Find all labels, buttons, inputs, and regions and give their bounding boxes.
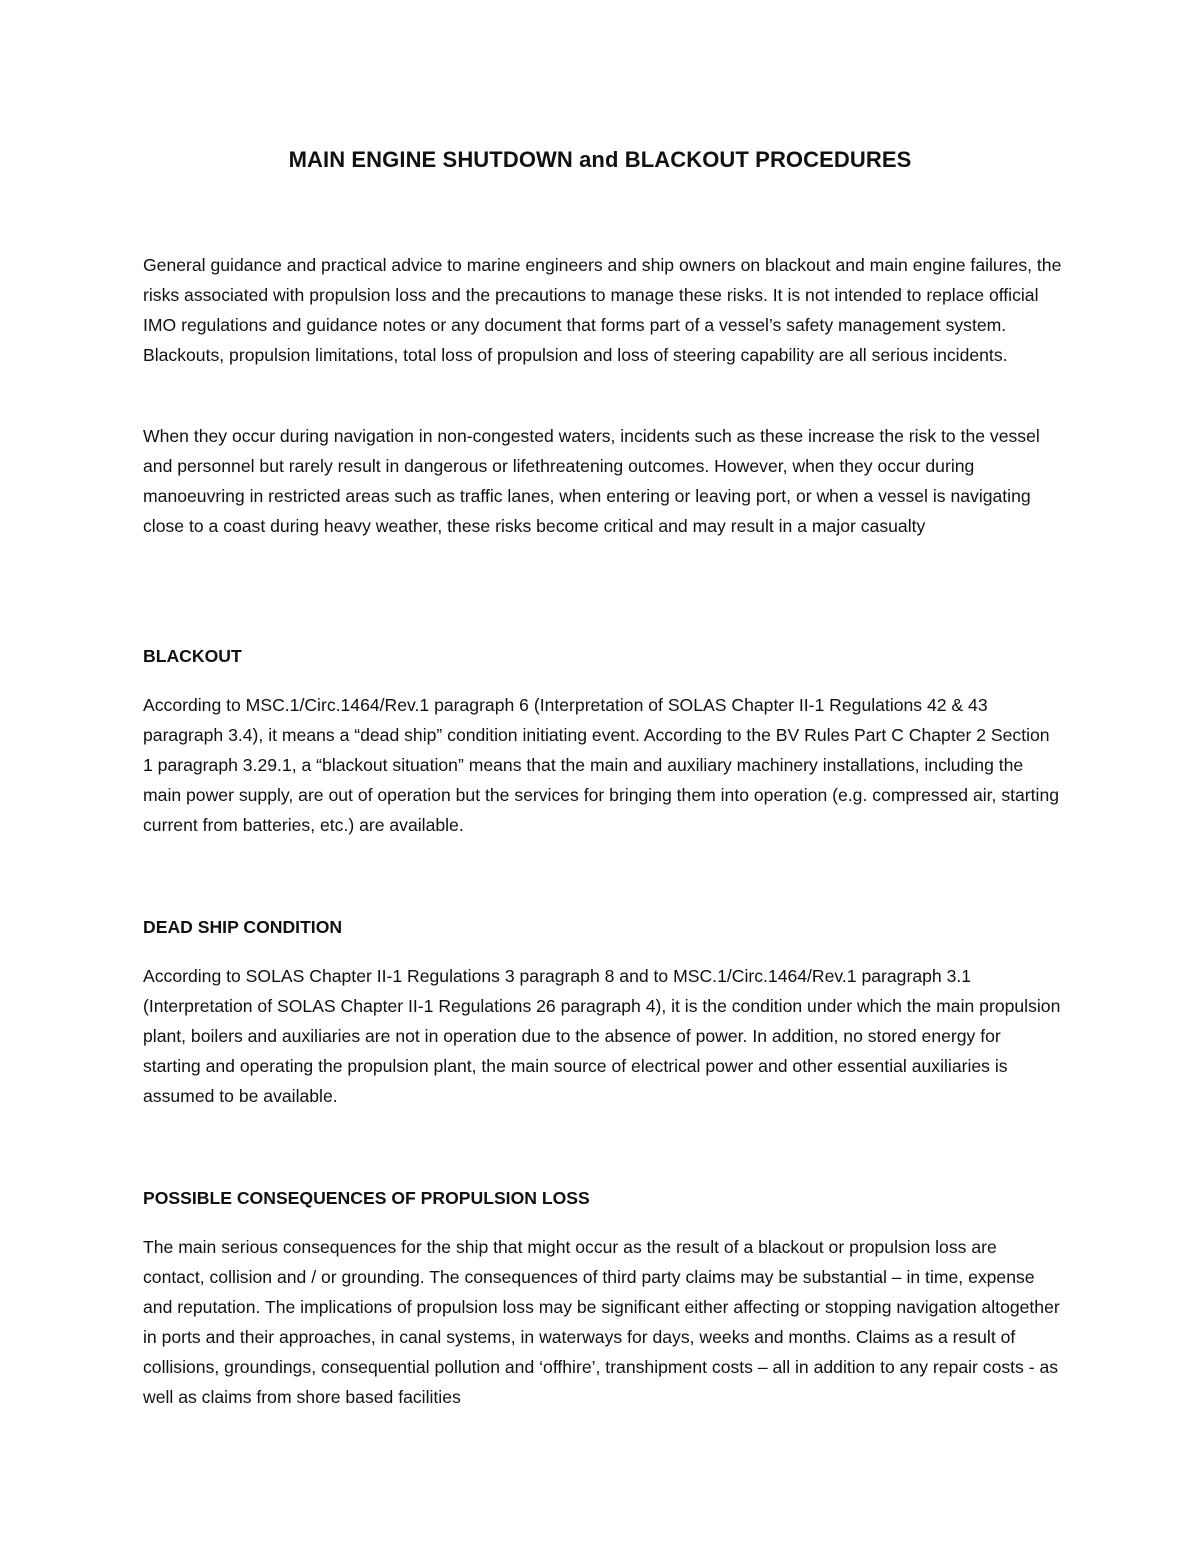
document-title: MAIN ENGINE SHUTDOWN and BLACKOUT PROCEDURES (288, 147, 912, 172)
section-heading-blackout: BLACKOUT (143, 646, 242, 666)
section-body-blackout: According to MSC.1/Circ.1464/Rev.1 paragraph 6 (Interpretation of SOLAS Chapter II-1 Regulations 42 & 43 paragraph 3.4), it means a “dead ship” condition initiating event. According to the BV Rules Part C Chapter 2 Section 1 paragraph 3.29.1, a “blackout situation” means that the main and auxiliary machinery installations, including the main power supply, are out of operation but the services for bringing them into operation (e.g. compressed air, starting current from batteries, etc.) are available. (143, 695, 1060, 836)
section-body-propulsion-loss: The main serious consequences for the ship that might occur as the result of a blackout or propulsion loss are contact, collision and / or grounding. The consequences of third party claims may be substantial – in time, expense and reputation. The implications of propulsion loss may be significant either affecting or stopping navigation altogether in ports and their approaches, in canal systems, in waterways for days, weeks and months. Claims as a result of collisions, groundings, consequential pollution and ‘offhire’, transhipment costs – all in addition to any repair costs - as well as claims from shore based facilities (143, 1237, 1060, 1408)
intro-paragraph-2: When they occur during navigation in non-congested waters, incidents such as these increase the risk to the vessel and personnel but rarely result in dangerous or lifethreatening outcomes. However, when they occur during manoeuvring in restricted areas such as traffic lanes, when entering or leaving port, or when a vessel is navigating close to a coast during heavy weather, these risks become critical and may result in a major casualty (143, 426, 1040, 537)
section-heading-dead-ship-condition: DEAD SHIP CONDITION (143, 917, 343, 937)
section-heading-propulsion-loss: POSSIBLE CONSEQUENCES OF PROPULSION LOSS (143, 1188, 590, 1208)
intro-paragraph-1: General guidance and practical advice to marine engineers and ship owners on blackout and main engine failures, the risks associated with propulsion loss and the precautions to manage these risks. It is not intended to replace official IMO regulations and guidance notes or any document that forms part of a vessel’s safety management system. Blackouts, propulsion limitations, total loss of propulsion and loss of steering capability are all serious incidents. (143, 255, 1062, 366)
section-body-dead-ship-condition: According to SOLAS Chapter II-1 Regulations 3 paragraph 8 and to MSC.1/Circ.1464/Rev.1 paragraph 3.1 (Interpretation of SOLAS Chapter II-1 Regulations 26 paragraph 4), it is the condition under which the main propulsion plant, boilers and auxiliaries are not in operation due to the absence of power. In addition, no stored energy for starting and operating the propulsion plant, the main source of electrical power and other essential auxiliaries is assumed to be available. (143, 966, 1061, 1107)
